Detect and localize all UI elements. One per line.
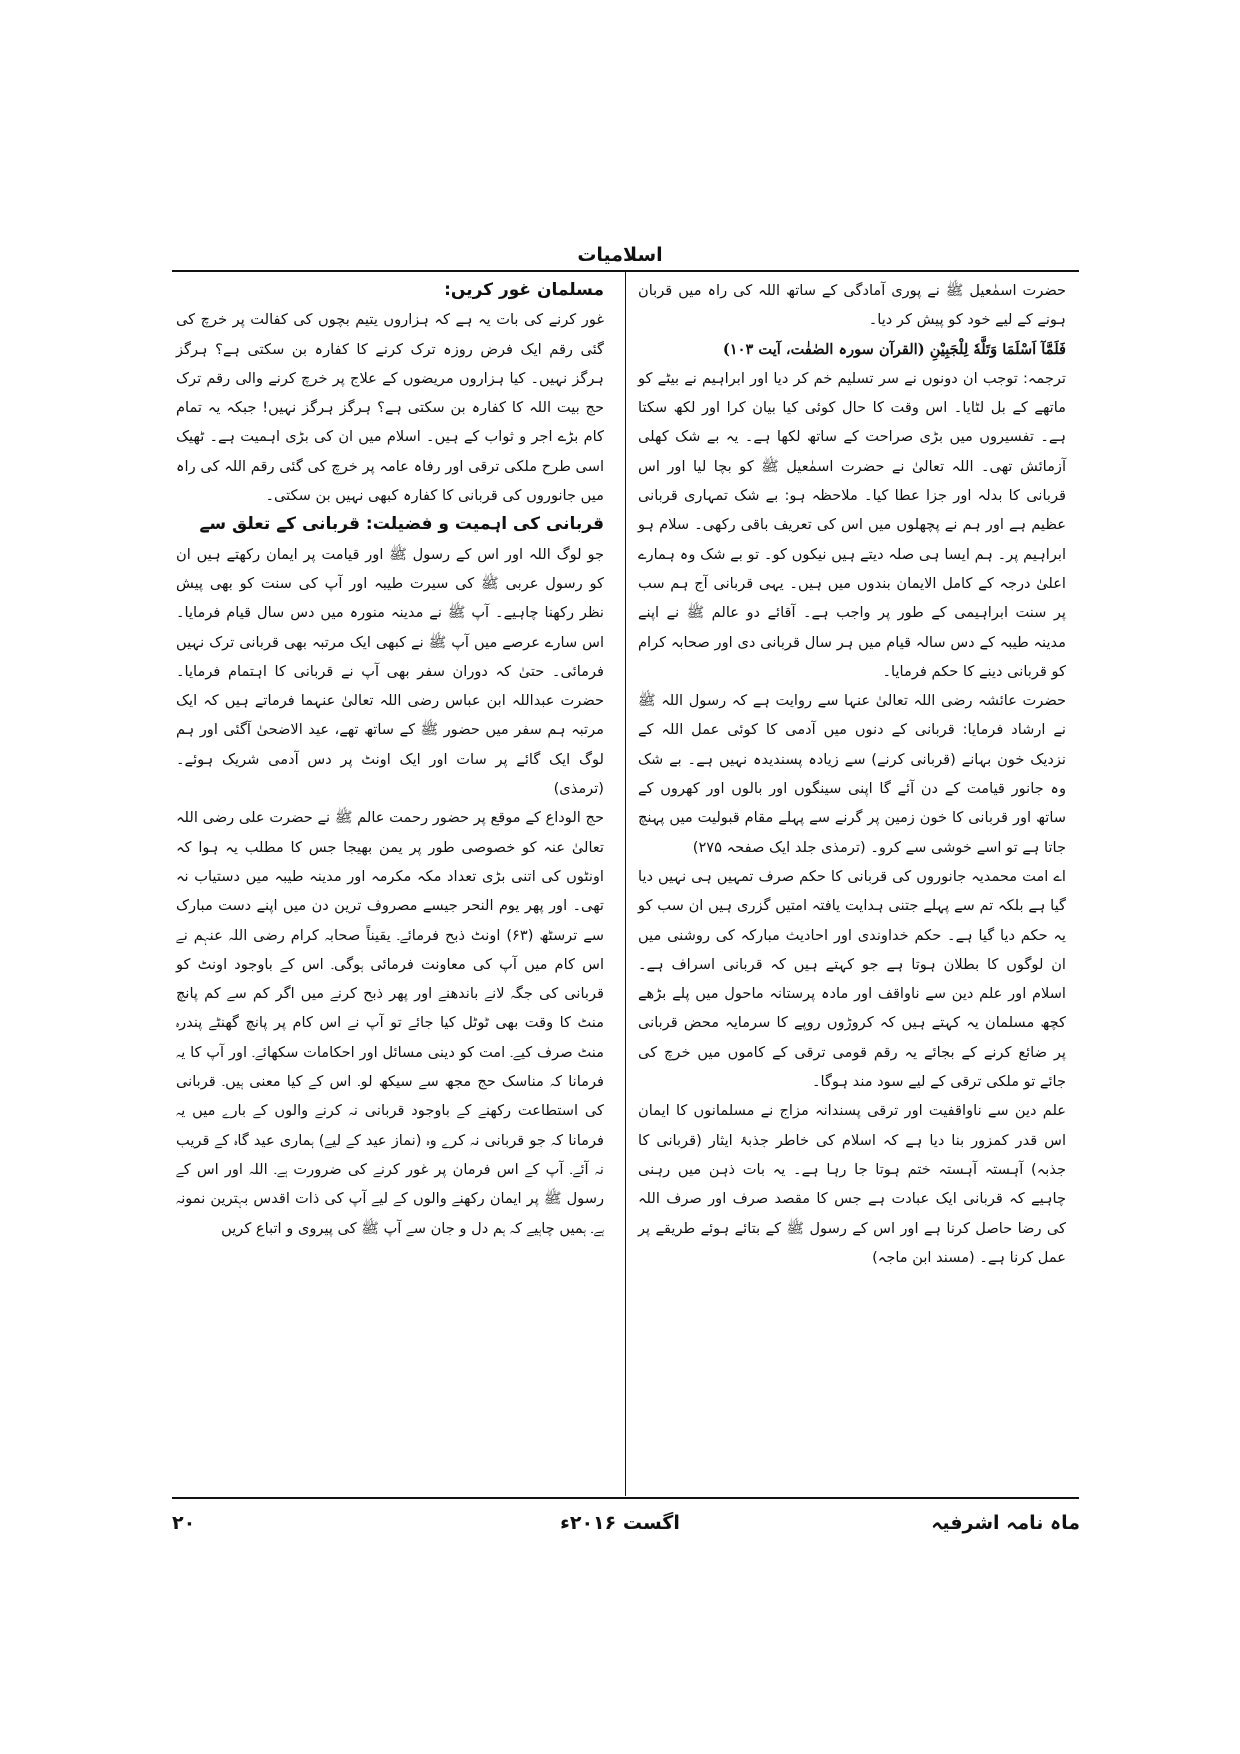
section-heading: قربانی کی اہمیت و فضیلت: قربانی کے تعلق سے (199, 514, 604, 535)
right-column (638, 276, 1066, 1272)
left-column (176, 276, 604, 1243)
paragraph: حضرت عائشہ رضی اللہ تعالیٰ عنہا سے روایت ہے کہ رسول اللہ ﷺ نے ارشاد فرمایا: قربانی کے دنوں میں آدمی کا کوئی عمل اللہ کے نزدیک خون بہانے (قربانی کرنے) سے زیادہ پسندیدہ نہیں ہے۔ بے شک وہ جانور قیامت کے دن آئے گا اپنی سینگوں اور بالوں اور کھروں کے ساتھ اور قربانی کا خون زمین پر گرنے سے پہلے مقام قبولیت میں پہنچ جاتا ہے تو اسے خوشی سے کرو۔ (ترمذی جلد ایک صفحہ ۲۷۵) (638, 692, 1066, 856)
section-title: اسلامیات (577, 244, 663, 266)
page-number: ۲۰ (172, 1512, 196, 1534)
paragraph: غور کرنے کی بات یہ ہے کہ ہزاروں یتیم بچوں کی کفالت پر خرچ کی گئی رقم ایک فرض روزہ ترک کرنے کا کفارہ بن سکتی ہے؟ ہرگز ہرگز نہیں۔ کیا ہزاروں مریضوں کے علاج پر خرچ کرنے والی رقم ترک حج بیت اللہ کا کفارہ بن سکتی ہے؟ ہرگز ہرگز نہیں! جبکہ یہ تمام کام بڑے اجر و ثواب کے ہیں۔ اسلام میں ان کی بڑی اہمیت ہے۔ ٹھیک اسی طرح ملکی ترقی اور رفاہ عامہ پر خرچ کی گئی رقم اللہ کی راہ میں جانوروں کی قربانی کا کفارہ کبھی نہیں بن سکتی۔ (176, 311, 604, 505)
paragraph: جو لوگ اللہ اور اس کے رسول ﷺ اور قیامت پر ایمان رکھتے ہیں ان کو رسول عربی ﷺ کی سیرت طیبہ اور آپ کی سنت کو بھی پیش نظر رکھنا چاہیے۔ آپ ﷺ نے مدینہ منورہ میں دس سال قیام فرمایا۔ اس سارے عرصے میں آپ ﷺ نے کبھی ایک مرتبہ بھی قربانی ترک نہیں فرمائی۔ حتیٰ کہ دوران سفر بھی آپ نے قربانی کا اہتمام فرمایا۔ حضرت عبداللہ ابن عباس رضی اللہ تعالیٰ عنہما فرماتے ہیں کہ ایک مرتبہ ہم سفر میں حضور ﷺ کے ساتھ تھے، عید الاضحیٰ آگئی اور ہم لوگ ایک گائے پر سات اور ایک اونٹ پر دس آدمی شریک ہوئے۔ (ترمذی) (176, 545, 604, 798)
quran-verse: فَلَمَّآ اَسْلَمَا وَتَلَّهٗ لِلْجَبِيْنِ (القرآن سورہ الصٰفٰت، آیت ۱۰۳) (722, 340, 1066, 358)
paragraph: اے امت محمدیہ جانوروں کی قربانی کا حکم صرف تمہیں ہی نہیں دیا گیا ہے بلکہ تم سے پہلے جتنی ہدایت یافتہ امتیں گزری ہیں ان سب کو یہ حکم دیا گیا ہے۔ حکم خداوندی اور احادیث مبارکہ کی روشنی میں ان لوگوں کا بطلان ہوتا ہے جو کہتے ہیں کہ قربانی اسراف ہے۔ اسلام اور علم دین سے ناواقف اور مادہ پرستانہ ماحول میں پلے بڑھے کچھ مسلمان یہ کہتے ہیں کہ کروڑوں روپے کا سرمایہ محض قربانی پر ضائع کرنے کے بجائے یہ رقم قومی ترقی کے کاموں میں خرچ کی جائے تو ملکی ترقی کے لیے سود مند ہوگا۔ (638, 867, 1066, 1091)
section-heading: مسلمان غور کریں: (444, 280, 604, 300)
publication-name: ماہ نامہ اشرفیہ (931, 1512, 1080, 1534)
paragraph: ترجمہ: توجب ان دونوں نے سر تسلیم خم کر دیا اور ابراہیم نے بیٹے کو ماتھے کے بل لٹایا۔ اس وقت کا حال کوئی کیا بیان کرا اور لکھ سکتا ہے۔ تفسیروں میں بڑی صراحت کے ساتھ لکھا ہے۔ یہ بے شک کھلی آزمائش تھی۔ اللہ تعالیٰ نے حضرت اسمٰعیل ﷺ کو بچا لیا اور اس قربانی کا بدلہ اور جزا عطا کیا۔ ملاحظہ ہو: بے شک تمہاری قربانی عظیم ہے اور ہم نے پچھلوں میں اس کی تعریف باقی رکھی۔ سلام ہو ابراہیم پر۔ ہم ایسا ہی صلہ دیتے ہیں نیکوں کو۔ تو بے شک وہ ہمارے اعلیٰ درجہ کے کامل الایمان بندوں میں ہیں۔ یہی قربانی آج ہم سب پر سنت ابراہیمی کے طور پر واجب ہے۔ آقائے دو عالم ﷺ نے اپنے مدینہ طیبہ کے دس سالہ قیام میں ہر سال قربانی دی اور صحابہ کرام کو قربانی دینے کا حکم فرمایا۔ (638, 369, 1066, 680)
paragraph: حج الوداع کے موقع پر حضور رحمت عالم ﷺ نے حضرت علی رضی اللہ تعالیٰ عنہ کو خصوصی طور پر یمن بھیجا جس کا مطلب یہ ہوا کہ اونٹوں کی اتنی بڑی تعداد مکہ مکرمہ اور مدینہ طیبہ میں دستیاب نہ تھی۔ اور پھر یوم النحر جیسے مصروف ترین دن میں اپنے دست مبارک سے ترسٹھ (۶۳) اونٹ ذبح فرمائے۔ یقیناً صحابہ کرام رضی اللہ عنہم نے اس کام میں آپ کی معاونت فرمائی ہوگی۔ اس کے باوجود اونٹ کو قربانی کی جگہ لانے باندھنے اور پھر ذبح کرنے میں اگر کم سے کم پانچ منٹ کا وقت بھی ٹوٹل کیا جائے تو آپ نے اس کام پر پانچ گھنٹے پندرہ منٹ صرف کیے۔ امت کو دینی مسائل اور احکامات سکھائے۔ اور آپ کا یہ فرمانا کہ مناسک حج مجھ سے سیکھ لو۔ اس کے کیا معنی ہیں۔ قربانی کی استطاعت رکھنے کے باوجود قربانی نہ کرنے والوں کے بارے میں یہ فرمانا کہ جو قربانی نہ کرے وہ (نماز عید کے لیے) ہماری عید گاہ کے قریب نہ آئے۔ آپ کے اس فرمان پر غور کرنے کی ضرورت ہے۔ اللہ اور اس کے رسول ﷺ پر ایمان رکھنے والوں کے لیے آپ کی ذات اقدس بہترین نمونہ ہے۔ ہمیں چاہیے کہ ہم دل و جان سے آپ ﷺ کی پیروی و اتباع کریں (176, 809, 604, 1237)
column-divider (625, 272, 626, 1496)
issue-date: اگست ۲۰۱۶ء (560, 1512, 680, 1534)
footer-rule (172, 1497, 1079, 1499)
paragraph: حضرت اسمٰعیل ﷺ نے پوری آمادگی کے ساتھ اللہ کی راہ میں قربان ہونے کے لیے خود کو پیش کر دیا۔ (638, 282, 1066, 329)
paragraph: علم دین سے ناواقفیت اور ترقی پسندانہ مزاج نے مسلمانوں کا ایمان اس قدر کمزور بنا دیا ہے کہ اسلام کی خاطر جذبۂ ایثار (قربانی کا جذبہ) آہستہ آہستہ ختم ہوتا جا رہا ہے۔ یہ بات ذہن میں رہنی چاہیے کہ قربانی ایک عبادت ہے جس کا مقصد صرف اور صرف اللہ کی رضا حاصل کرنا ہے اور اس کے رسول ﷺ کے بتائے ہوئے طریقے پر عمل کرنا ہے۔ (مسند ابن ماجہ) (638, 1102, 1066, 1266)
